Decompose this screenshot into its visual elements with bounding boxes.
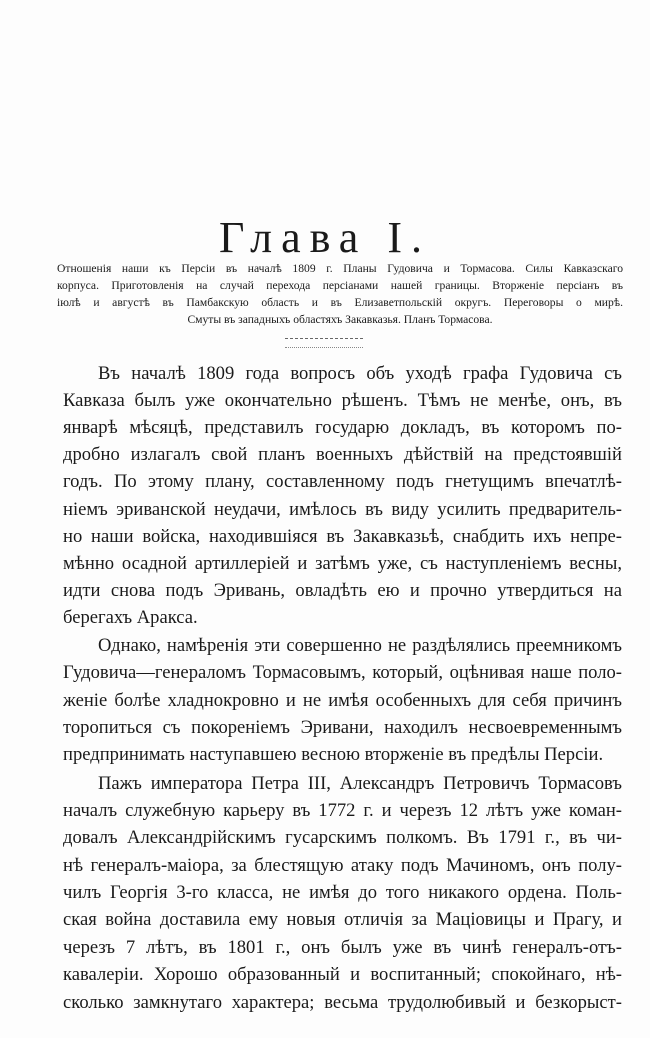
text-line: Гудовича—генераломъ Тормасовымъ, который, оцѣнивая наше поло-	[63, 662, 622, 683]
text-line: мѣнно осадной артиллеріей и затѣмъ уже, съ наступленіемъ весны,	[63, 553, 622, 574]
chapter-title: Глава I.	[219, 213, 431, 262]
text-line: дробно излагалъ свой планъ военныхъ дѣйствій на предстоявшій	[63, 444, 622, 465]
text-line: январѣ мѣсяцѣ, представилъ государю докладъ, въ которомъ по-	[63, 417, 622, 438]
ornament-divider	[285, 338, 363, 348]
text-line: черезъ 7 лѣтъ, въ 1801 г., онъ былъ уже въ чинѣ генералъ-отъ-	[63, 937, 622, 958]
text-line: берегахъ Аракса.	[63, 607, 198, 628]
text-line: довалъ Александрійскимъ гусарскимъ полкомъ. Въ 1791 г., въ чи-	[63, 827, 622, 848]
text-line: сколько замкнутаго характера; весьма трудолюбивый и безкорыст-	[63, 992, 622, 1013]
text-line: нѣ генералъ-маіора, за блестящую атаку подъ Мачиномъ, онъ полу-	[63, 855, 622, 876]
text-line: кавалеріи. Хорошо образованный и воспитанный; спокойнаго, нѣ-	[63, 964, 622, 985]
text-line: торопиться съ покореніемъ Эривани, находилъ несвоевременнымъ	[63, 717, 622, 738]
text-line: Въ началѣ 1809 года вопросъ объ уходѣ графа Гудовича съ	[98, 363, 622, 384]
text-line: Пажъ императора Петра III, Александръ Петровичъ Тормасовъ	[98, 773, 622, 794]
summary-line: корпуса. Приготовленія на случай перехода персіанами нашей границы. Вторженіе персіанъ въ	[57, 279, 623, 292]
text-line: идти снова подъ Эривань, овладѣть ею и прочно утвердиться на	[63, 580, 622, 601]
text-line: годъ. По этому плану, составленному подъ гнетущимъ впечатлѣ-	[63, 471, 622, 492]
text-line: ніемъ эриванской неудачи, имѣлось въ виду усилить предваритель-	[63, 499, 622, 520]
text-line: ская война доставила ему новыя отличія за Мацiовицы и Прагу, и	[63, 909, 622, 930]
summary-line: Смуты въ западныхъ областяхъ Закавказья. Планъ Тормасова.	[187, 313, 493, 326]
summary-line: Отношенія наши къ Персіи въ началѣ 1809 г. Планы Гудовича и Тормасова. Силы Кавказскаго	[57, 262, 623, 275]
text-line: Кавказа былъ уже окончательно рѣшенъ. Тѣмъ не менѣе, онъ, въ	[63, 390, 622, 411]
text-line: предпринимать наступавшею весною вторженіе въ предѣлы Персіи.	[63, 744, 604, 765]
text-line: Однако, намѣренія эти совершенно не раздѣлялись преемникомъ	[98, 635, 622, 656]
text-line: женіе болѣе хладнокровно и не имѣя особенныхъ для себя причинъ	[63, 690, 622, 711]
text-line: но наши войска, находившіяся въ Закавказьѣ, снабдить ихъ непре-	[63, 526, 622, 547]
text-line: чилъ Георгія 3-го класса, не имѣя до того никакого ордена. Поль-	[63, 882, 622, 903]
summary-line: іюлѣ и августѣ въ Памбакскую область и въ Елизаветпольскій округъ. Переговоры о мирѣ.	[57, 296, 623, 309]
text-line: началъ служебную карьеру въ 1772 г. и черезъ 12 лѣтъ уже коман-	[63, 800, 622, 821]
